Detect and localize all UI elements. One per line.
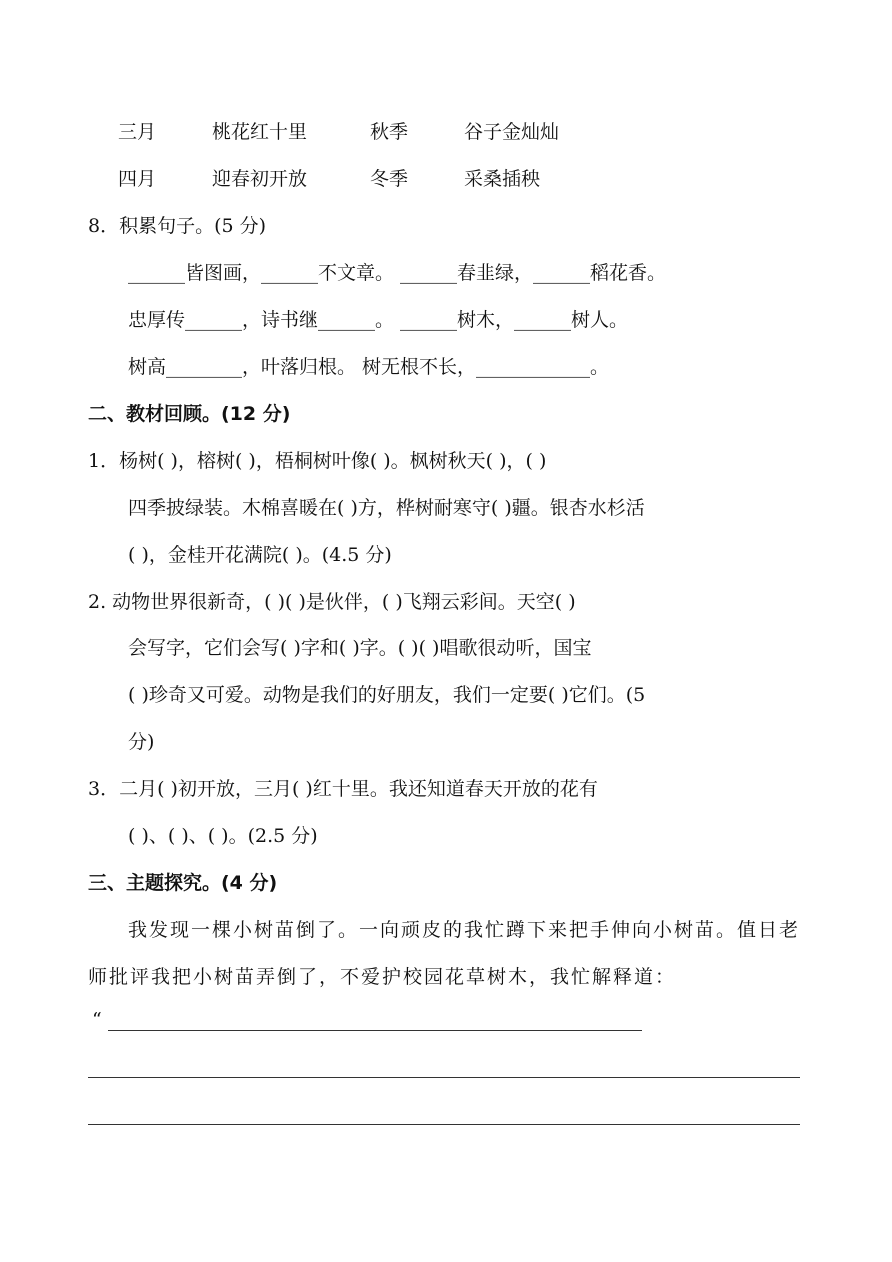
s3-para-line-2: 师批评我把小树苗弄倒了，不爱护校园花草树木，我忙解释道： [88, 966, 677, 988]
match-cell: 桃花红十里 [212, 121, 308, 143]
s2-q2-line-1: 2. 动物世界很新奇，( )( )是伙伴，( )飞翔云彩间。天空( ) [88, 591, 576, 613]
answer-line-2[interactable] [88, 1077, 800, 1078]
answer-line-3[interactable] [88, 1124, 800, 1125]
s2-q2-line-4: 分) [128, 731, 155, 753]
q8-line-3: 树高________，叶落归根。 树无根不长，____________。 [128, 356, 610, 378]
q8-line-2: 忠厚传______，诗书继______。 ______树木，______树人。 [128, 309, 629, 331]
s2-q1-line-2: 四季披绿装。木棉喜暖在( )方，桦树耐寒守( )疆。银杏水杉活 [128, 497, 645, 519]
opening-quote-mark: “ [92, 1009, 102, 1031]
match-cell: 四月 [118, 168, 157, 190]
match-cell: 采桑插秧 [464, 168, 541, 190]
s2-q1-line-3: ( )，金桂开花满院( )。(4.5 分) [128, 544, 392, 566]
s2-q3-line-1: 3．二月( )初开放，三月( )红十里。我还知道春天开放的花有 [88, 778, 598, 800]
s3-para-line-1: 我发现一棵小树苗倒了。一向顽皮的我忙蹲下来把手伸向小树苗。值日老 [128, 919, 801, 941]
match-cell: 冬季 [370, 168, 409, 190]
s2-q1-line-1: 1．杨树( )，榕树( )，梧桐树叶像( )。枫树秋天( )，( ) [88, 450, 547, 472]
match-cell: 谷子金灿灿 [464, 121, 560, 143]
section-2-title: 二、教材回顾。(12 分) [88, 403, 291, 425]
q8-line-1: ______皆图画，______不文章。 ______春韭绿，______稻花香。 [128, 262, 667, 284]
s2-q2-line-3: ( )珍奇又可爱。动物是我们的好朋友，我们一定要( )它们。(5 [128, 684, 646, 706]
match-cell: 三月 [118, 121, 157, 143]
q8-title: 8．积累句子。(5 分) [88, 215, 267, 237]
match-cell: 秋季 [370, 121, 409, 143]
s2-q3-line-2: ( )、( )、( )。(2.5 分) [128, 825, 318, 847]
s2-q2-line-2: 会写字，它们会写( )字和( )字。( )( )唱歌很动听，国宝 [128, 637, 592, 659]
section-3-title: 三、主题探究。(4 分) [88, 872, 278, 894]
match-cell: 迎春初开放 [212, 168, 308, 190]
answer-line-1[interactable] [108, 1030, 642, 1031]
